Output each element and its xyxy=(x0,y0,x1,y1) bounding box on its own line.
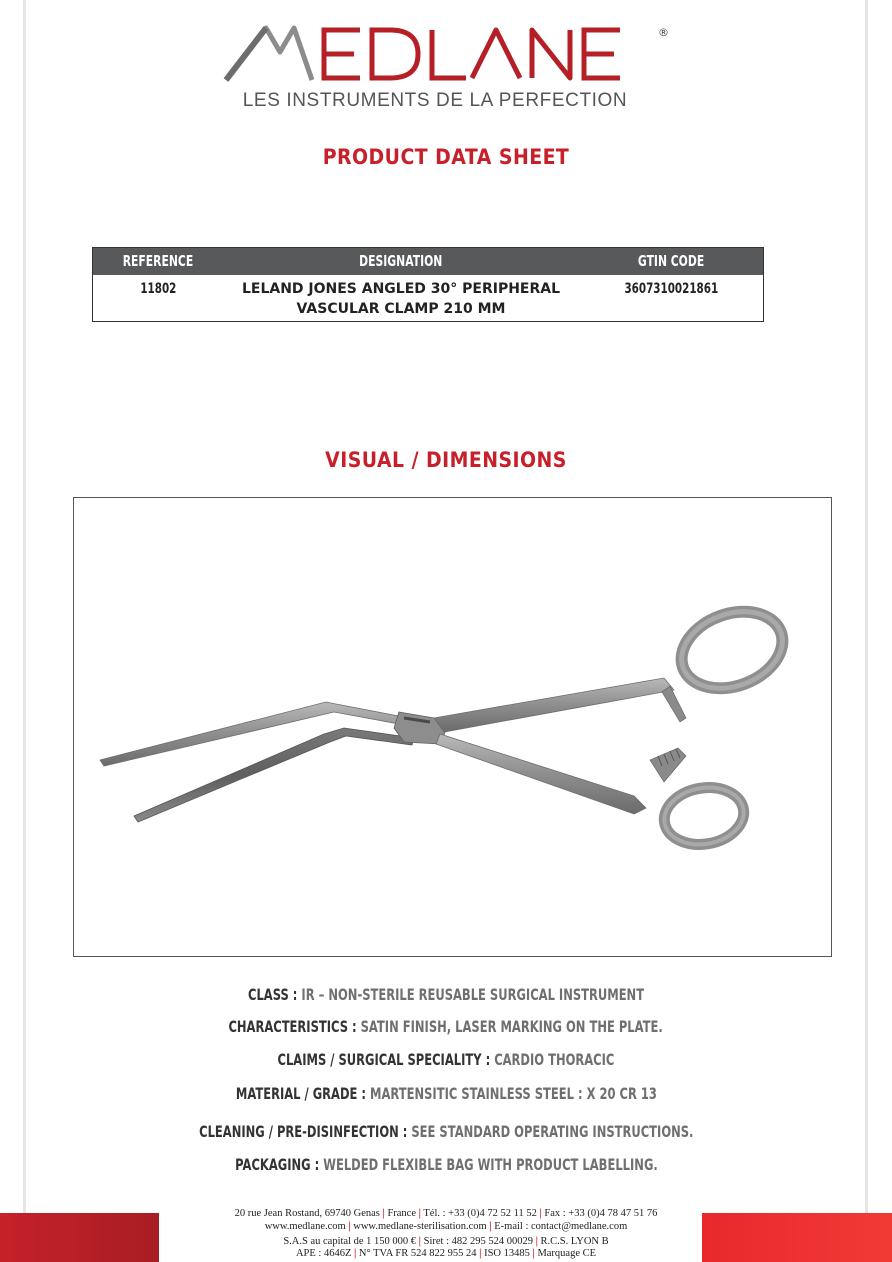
medlane-wordmark xyxy=(220,22,650,88)
header-designation: DESIGNATION xyxy=(359,252,443,270)
footer-web-line: www.medlane.com | www.medlane-sterilisation.com | E-mail : contact@medlane.com xyxy=(264,1221,628,1232)
footer-company-line: S.A.S au capital de 1 150 000 € | Siret : 482 295 524 00029 | R.C.S. LYON B xyxy=(283,1236,609,1247)
footer-address-line: 20 rue Jean Rostand, 69740 Genas | France | Tél. : +33 (0)4 72 52 11 52 | Fax : +33 (0)4 78 47 51 76 xyxy=(234,1208,658,1219)
spec-claims: CLAIMS / SURGICAL SPECIALITY : CARDIO THORACIC xyxy=(277,1050,615,1069)
registered-mark: ® xyxy=(658,26,669,39)
spec-class: CLASS : IR – NON-STERILE REUSABLE SURGICAL INSTRUMENT xyxy=(247,985,645,1004)
table-row xyxy=(93,275,763,321)
spec-material: MATERIAL / GRADE : MARTENSITIC STAINLESS STEEL : X 20 CR 13 xyxy=(235,1084,657,1103)
sterilisation-website-link[interactable]: www.medlane-sterilisation.com xyxy=(353,1221,487,1232)
footer-registration-line: APE : 4646Z | N° TVA FR 524 822 955 24 | ISO 13485 | Marquage CE xyxy=(295,1248,597,1259)
cell-designation: LELAND JONES ANGLED 30° PERIPHERAL VASCULAR CLAMP 210 MM xyxy=(241,281,561,317)
brand-logo xyxy=(220,22,680,118)
spec-packaging: PACKAGING : WELDED FLEXIBLE BAG WITH PRODUCT LABELLING. xyxy=(234,1155,658,1174)
spec-cleaning: CLEANING / PRE-DISINFECTION : SEE STANDARD OPERATING INSTRUCTIONS. xyxy=(198,1122,694,1141)
email-link[interactable]: E-mail : contact@medlane.com xyxy=(494,1221,628,1232)
product-data-sheet-title: PRODUCT DATA SHEET xyxy=(322,145,570,169)
product-image-frame xyxy=(73,497,832,957)
left-border-line xyxy=(23,0,26,1262)
cell-reference: 11802 xyxy=(139,281,177,297)
table-header-row xyxy=(93,248,763,275)
surgical-clamp-illustration xyxy=(74,498,830,955)
website-link[interactable]: www.medlane.com xyxy=(264,1221,346,1232)
header-reference: REFERENCE xyxy=(122,252,194,270)
brand-tagline: LES INSTRUMENTS DE LA PERFECTION xyxy=(242,90,628,111)
spec-characteristics: CHARACTERISTICS : SATIN FINISH, LASER MARKING ON THE PLATE. xyxy=(228,1017,664,1036)
header-gtin: GTIN CODE xyxy=(637,252,705,270)
cell-gtin: 3607310021861 xyxy=(624,281,718,297)
visual-dimensions-title: VISUAL / DIMENSIONS xyxy=(325,448,567,472)
product-table xyxy=(92,247,764,322)
right-border-line xyxy=(865,0,868,1262)
